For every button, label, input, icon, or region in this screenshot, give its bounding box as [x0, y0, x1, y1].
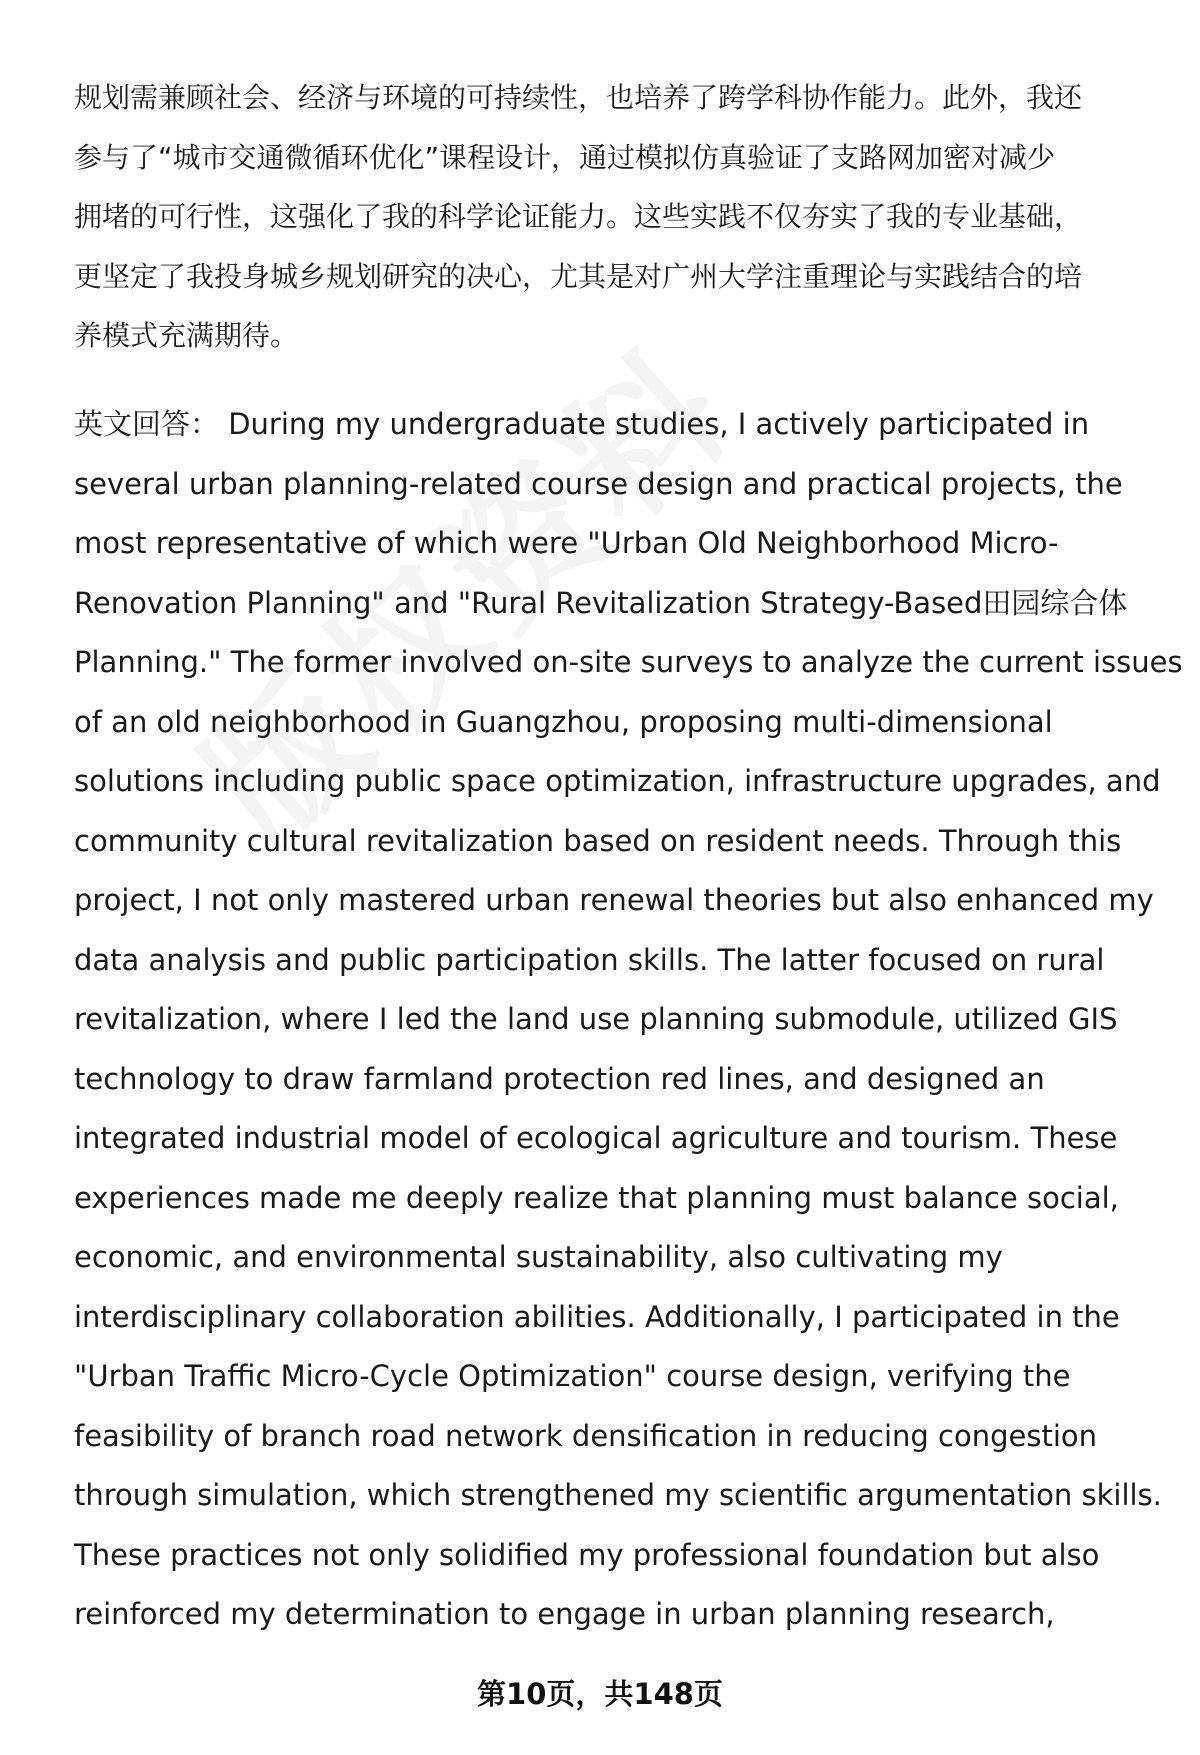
text-line: technology to draw farmland protection red lines, and designed an — [74, 1061, 1045, 1096]
text-line: most representative of which were "Urban Old Neighborhood Micro- — [74, 526, 1059, 560]
text-line: integrated industrial model of ecological agriculture and tourism. These — [74, 1121, 1118, 1155]
text-line: data analysis and public participation skills. The latter focused on rural — [74, 942, 1105, 977]
text-line: several urban planning-related course design and practical projects, the — [74, 466, 1123, 501]
text-line: experiences made me deeply realize that planning must balance social, — [74, 1180, 1119, 1215]
chinese-paragraph — [74, 68, 1154, 366]
text-line: through simulation, which strengthened my scientific argumentation skills. — [74, 1478, 1162, 1512]
text-line: interdisciplinary collaboration abilities. Additionally, I participated in the — [74, 1299, 1120, 1334]
page-number-footer: 第10页，共148页 — [477, 1677, 723, 1711]
text-line: solutions including public space optimization, infrastructure upgrades, and — [74, 764, 1161, 798]
text-line: economic, and environmental sustainability, also cultivating my — [74, 1240, 1003, 1274]
text-line: "Urban Traffic Micro-Cycle Optimization" course design, verifying the — [74, 1359, 1071, 1393]
text-line: of an old neighborhood in Guangzhou, proposing multi-dimensional — [74, 704, 1053, 739]
text-line: 参与了“城市交通微循环优化”课程设计，通过模拟仿真验证了支路网加密对减少 — [74, 140, 1056, 174]
english-answer-paragraph — [74, 395, 1183, 1645]
text-line: 拥堵的可行性，这强化了我的科学论证能力。这些实践不仅夯实了我的专业基础， — [74, 200, 1083, 233]
text-line: community cultural revitalization based on resident needs. Through this — [74, 823, 1122, 858]
text-line: Renovation Planning" and "Rural Revitalization Strategy-Based田园综合体 — [74, 585, 1128, 620]
text-line: 英文回答： During my undergraduate studies, I actively participated in — [74, 407, 1090, 441]
text-line: revitalization, where I led the land use planning submodule, utilized GIS — [74, 1002, 1118, 1036]
text-line: reinforced my determination to engage in urban planning research, — [74, 1597, 1055, 1631]
text-line: 更坚定了我投身城乡规划研究的决心，尤其是对广州大学注重理论与实践结合的培 — [74, 259, 1083, 293]
text-line: These practices not only solidified my professional foundation but also — [74, 1537, 1100, 1572]
text-line: 养模式充满期待。 — [74, 319, 299, 352]
text-line: project, I not only mastered urban renewal theories but also enhanced my — [74, 883, 1154, 917]
text-line: Planning." The former involved on-site surveys to analyze the current issues — [74, 645, 1183, 679]
text-line: 规划需兼顾社会、经济与环境的可持续性，也培养了跨学科协作能力。此外，我还 — [74, 81, 1083, 114]
text-line: feasibility of branch road network densification in reducing congestion — [74, 1418, 1098, 1453]
